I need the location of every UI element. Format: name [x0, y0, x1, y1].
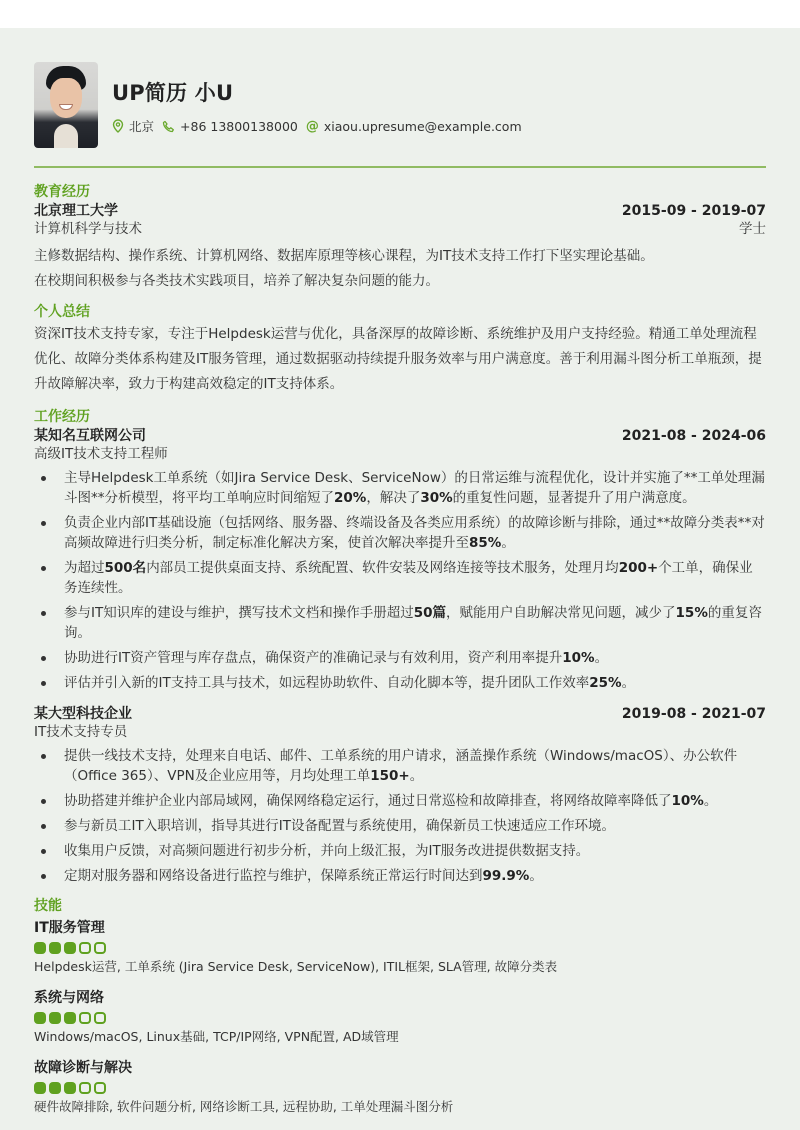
contact-list — [112, 117, 530, 135]
skill-level-dots — [34, 1082, 766, 1094]
level-dot-filled — [34, 942, 46, 954]
job-entry — [34, 427, 766, 693]
level-dot-filled — [64, 1082, 76, 1094]
header-divider — [34, 166, 766, 168]
section-title-work: 工作经历 — [34, 409, 90, 425]
contact-email-text: xiaou.upresume@example.com — [323, 118, 522, 134]
education-desc-line: 主修数据结构、操作系统、计算机网络、数据库原理等核心课程，为IT技术支持工作打下坚实理论基础。 — [34, 248, 654, 264]
bullet-item: 负责企业内部IT基础设施（包括网络、服务器、终端设备及各类应用系统）的故障诊断与排除，通过**故障分类表**对高频故障进行归类分析，制定标准化解决方案，使首次解决率提升至85%。 — [34, 513, 766, 553]
skill-name: IT服务管理 — [34, 920, 105, 936]
level-dot-filled — [34, 1012, 46, 1024]
bullet-item: 主导Helpdesk工单系统（如Jira Service Desk、ServiceNow）的日常运维与流程优化，设计并实施了**工单处理漏斗图**分析模型，将平均工单响应时间缩短了20%，解决了30%的重复性问题，显著提升了用户满意度。 — [34, 468, 766, 508]
job-role: IT技术支持专员 — [34, 724, 128, 740]
level-dot-empty — [79, 942, 91, 954]
level-dot-empty — [94, 942, 106, 954]
photo-face — [50, 78, 82, 118]
phone-icon — [162, 120, 175, 133]
bullet-item: 协助进行IT资产管理与库存盘点，确保资产的准确记录与有效利用，资产利用率提升10%。 — [34, 648, 766, 668]
skill-desc: 硬件故障排除, 软件问题分析, 网络诊断工具, 远程协助, 工单处理漏斗图分析 — [34, 1099, 454, 1114]
skill-name: 系统与网络 — [34, 990, 104, 1006]
bullet-item: 参与新员工IT入职培训，指导其进行IT设备配置与系统使用，确保新员工快速适应工作环境。 — [34, 816, 766, 836]
level-dot-filled — [34, 1082, 46, 1094]
section-title-summary: 个人总结 — [34, 304, 90, 320]
resume-page — [0, 28, 800, 1130]
contact-phone[interactable] — [162, 119, 298, 134]
bullet-item: 定期对服务器和网络设备进行监控与维护，保障系统正常运行时间达到99.9%。 — [34, 866, 766, 886]
skill-name: 故障诊断与解决 — [34, 1060, 132, 1076]
job-dates: 2021-08 - 2024-06 — [621, 428, 766, 444]
job-bullets — [34, 468, 766, 693]
skill-item — [34, 918, 766, 976]
degree: 学士 — [739, 221, 766, 237]
skill-desc: Helpdesk运营, 工单系统 (Jira Service Desk, ServiceNow), ITIL框架, SLA管理, 故障分类表 — [34, 959, 558, 974]
major: 计算机科学与技术 — [34, 221, 142, 237]
header-info — [112, 75, 530, 135]
skill-item — [34, 1058, 766, 1116]
company-name: 某大型科技企业 — [34, 706, 132, 722]
level-dot-empty — [94, 1082, 106, 1094]
bullet-item: 协助搭建并维护企业内部局域网，确保网络稳定运行，通过日常巡检和故障排查，将网络故障率降低了10%。 — [34, 791, 766, 811]
bullet-item: 参与IT知识库的建设与维护，撰写技术文档和操作手册超过50篇，赋能用户自助解决常见问题，减少了15%的重复咨询。 — [34, 603, 766, 643]
education-section — [34, 182, 766, 294]
job-header — [34, 427, 766, 445]
level-dot-filled — [49, 1082, 61, 1094]
job-entry — [34, 705, 766, 886]
resume-header — [34, 62, 766, 148]
profile-photo — [34, 62, 98, 148]
level-dot-empty — [94, 1012, 106, 1024]
at-sign-icon: @ — [305, 118, 319, 134]
bullet-item: 评估并引入新的IT支持工具与技术，如远程协助软件、自动化脚本等，提升团队工作效率25%。 — [34, 673, 766, 693]
level-dot-filled — [64, 1012, 76, 1024]
school-name: 北京理工大学 — [34, 203, 118, 219]
contact-phone-text: +86 13800138000 — [180, 118, 298, 134]
education-row — [34, 202, 766, 220]
work-section — [34, 407, 766, 886]
candidate-name: UP简历 小U — [112, 81, 234, 105]
education-description — [34, 244, 766, 294]
photo-shirt — [54, 124, 78, 148]
contact-email[interactable] — [306, 119, 522, 134]
education-desc-line: 在校期间积极参与各类技术实践项目，培养了解决复杂问题的能力。 — [34, 273, 439, 289]
job-role: 高级IT技术支持工程师 — [34, 446, 168, 462]
skill-item — [34, 988, 766, 1046]
education-detail-row — [34, 220, 766, 238]
skill-level-dots — [34, 942, 766, 954]
job-bullets — [34, 746, 766, 886]
job-dates: 2019-08 - 2021-07 — [621, 706, 766, 722]
skills-section — [34, 896, 766, 1116]
level-dot-filled — [49, 942, 61, 954]
education-dates: 2015-09 - 2019-07 — [621, 203, 766, 219]
level-dot-empty — [79, 1012, 91, 1024]
contact-location — [112, 117, 154, 135]
bullet-item: 为超过500名内部员工提供桌面支持、系统配置、软件安装及网络连接等技术服务，处理月均200+个工单，确保业务连续性。 — [34, 558, 766, 598]
summary-section — [34, 302, 766, 397]
bullet-item: 收集用户反馈，对高频问题进行初步分析，并向上级汇报，为IT服务改进提供数据支持。 — [34, 841, 766, 861]
level-dot-empty — [79, 1082, 91, 1094]
job-header — [34, 705, 766, 723]
section-title-skills: 技能 — [34, 898, 62, 914]
location-pin-icon — [112, 119, 124, 133]
summary-text: 资深IT技术支持专家，专注于Helpdesk运营与优化，具备深厚的故障诊断、系统维护及用户支持经验。精通工单处理流程优化、故障分类体系构建及IT服务管理，通过数据驱动持续提升服务效率与用户满意度。善于利用漏斗图分析工单瓶颈，提升故障解决率，致力于构建高效稳定的IT支持体系。 — [34, 326, 762, 392]
top-margin — [0, 0, 800, 28]
skill-level-dots — [34, 1012, 766, 1024]
skill-desc: Windows/macOS, Linux基础, TCP/IP网络, VPN配置, AD域管理 — [34, 1029, 399, 1044]
bullet-item: 提供一线技术支持，处理来自电话、邮件、工单系统的用户请求，涵盖操作系统（Windows/macOS）、办公软件（Office 365）、VPN及企业应用等，月均处理工单150+。 — [34, 746, 766, 786]
level-dot-filled — [64, 942, 76, 954]
contact-location-text: 北京 — [129, 119, 155, 134]
section-title-education: 教育经历 — [34, 184, 90, 200]
level-dot-filled — [49, 1012, 61, 1024]
company-name: 某知名互联网公司 — [34, 428, 146, 444]
